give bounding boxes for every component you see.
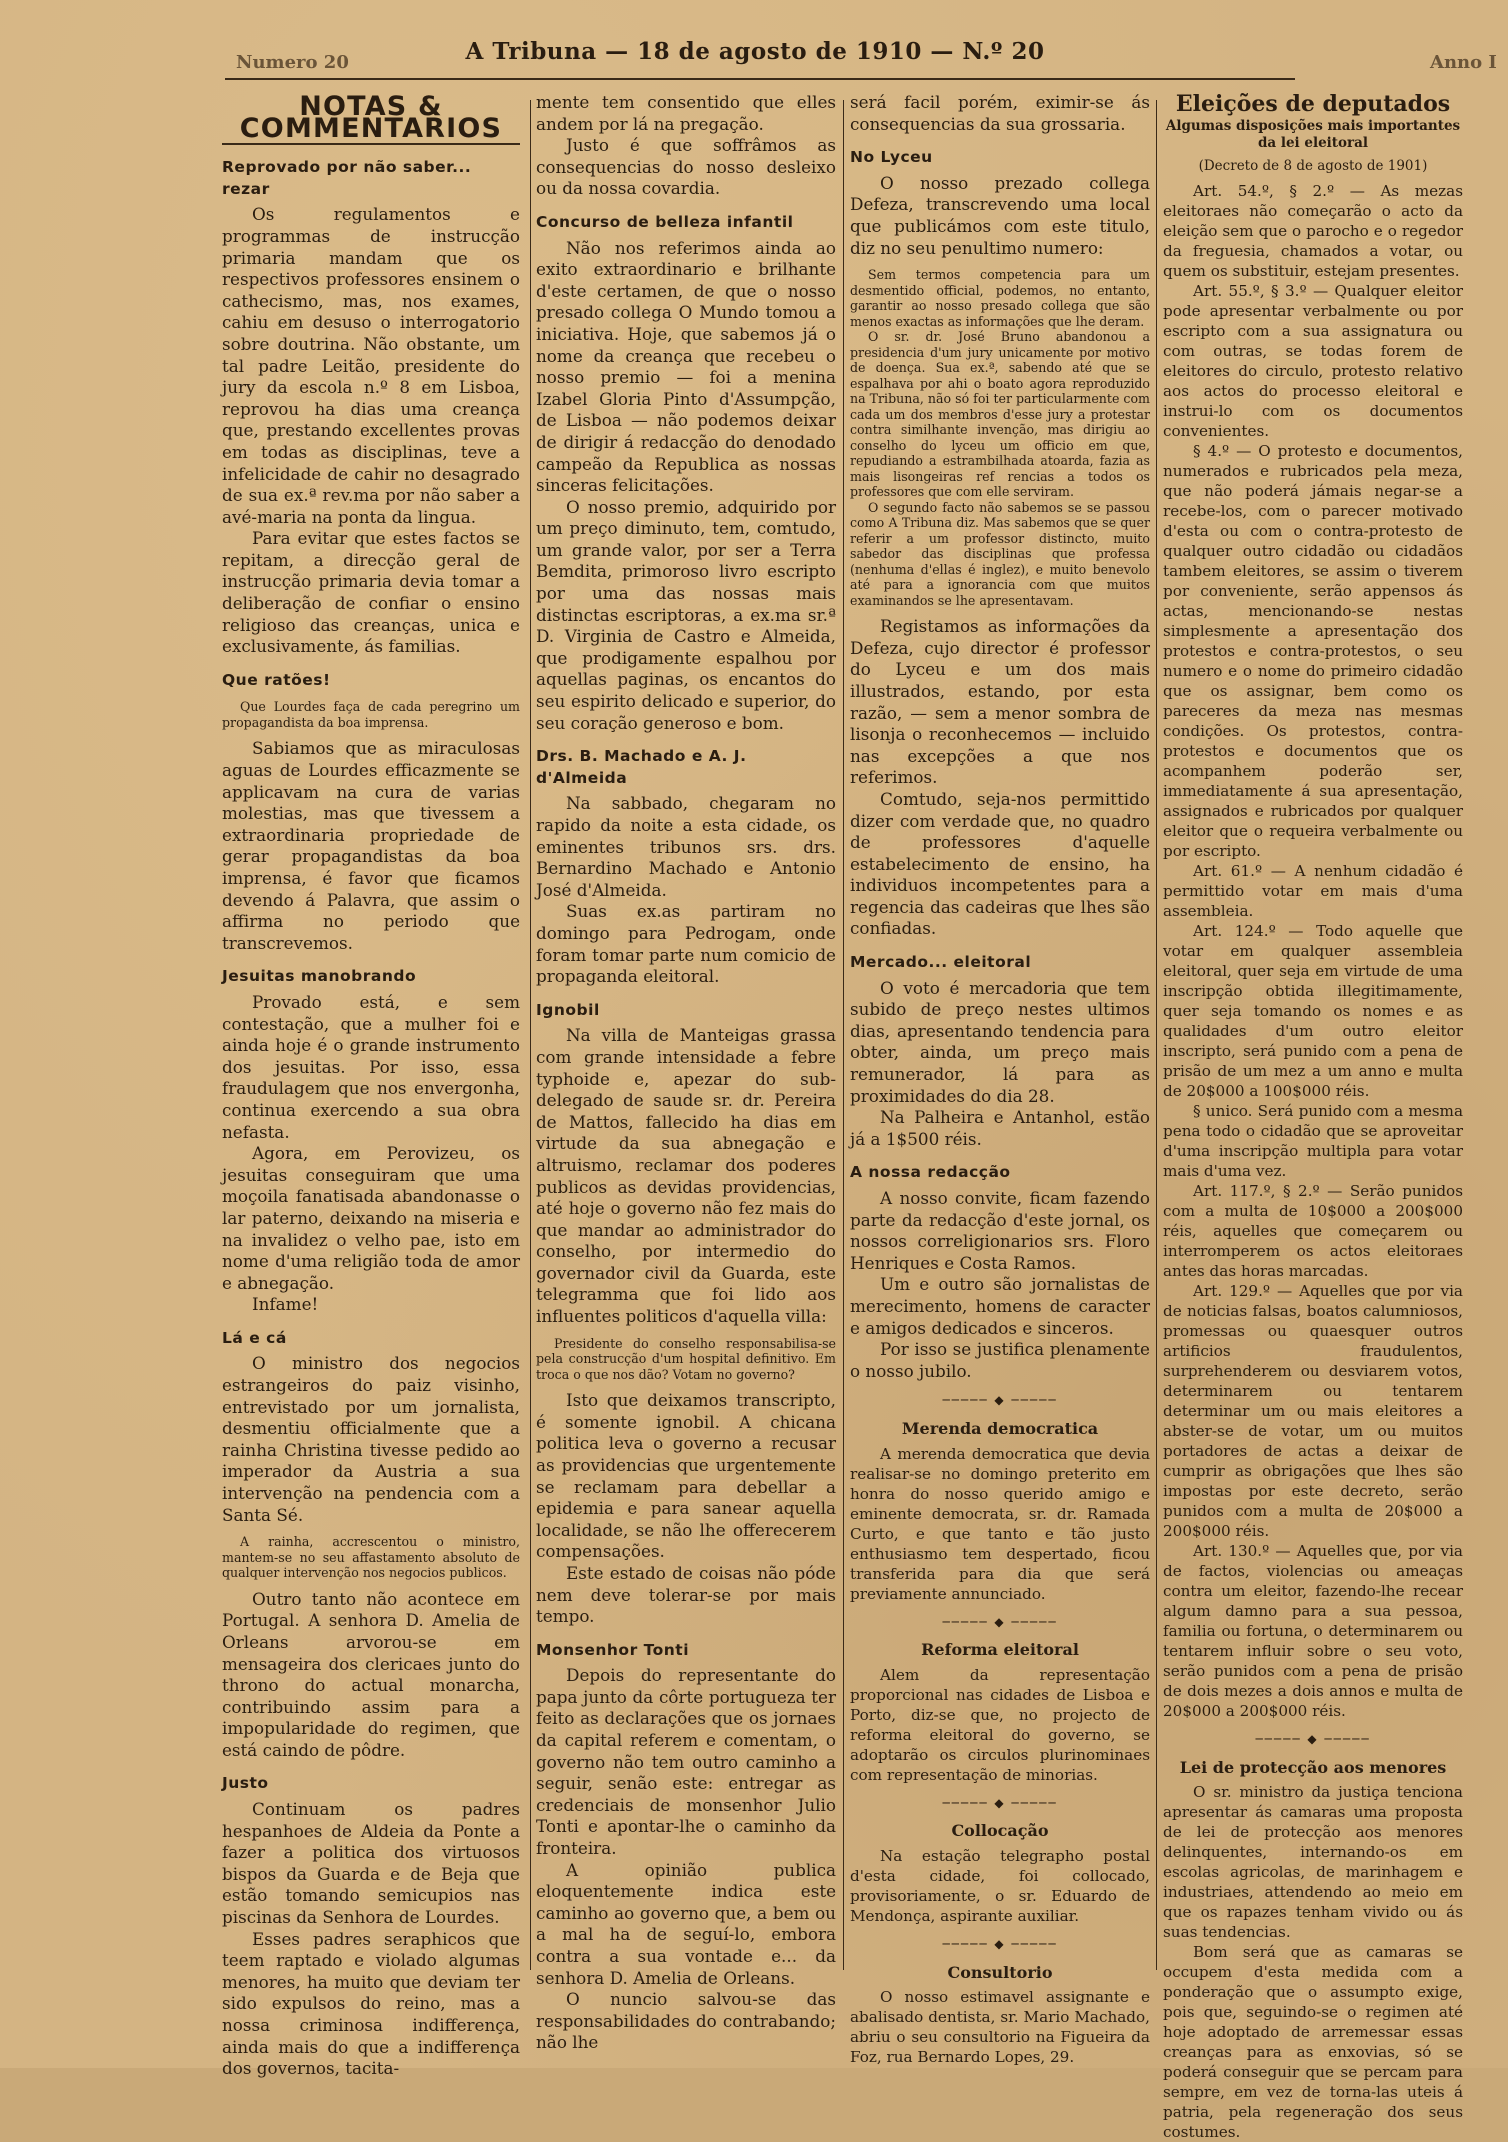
quote-text: O sr. dr. José Bruno abandonou a presidencia d'um jury unicamente por motivo de doença. Sua ex.ª, sabendo até que se espalhava por ahi o boato agora reproduzido na Tribuna, não só foi ter particularmente com cada um dos membros d'esse jury a protestar contra similhante invenção, mas dirigiu ao conselho do lyceu um officio em que, repudiando a estrambilhada atoarda, fazia as mais lisongeiras ref rencias a todos os professores que com elle serviram. (850, 329, 1150, 500)
column-4 (1163, 91, 1463, 2142)
paragraph: Justo é que soffrâmos as consequencias do nosso desleixo ou da nossa covardia. (536, 135, 836, 199)
article-heading: Mercado... eleitoral (850, 953, 1032, 972)
article-heading: Merenda democratica (901, 1418, 1099, 1438)
article-heading: Reforma eleitoral (921, 1640, 1079, 1660)
article-heading: Reprovado por não saber... rezar (222, 158, 472, 198)
paragraph: Sabiamos que as miraculosas aguas de Lourdes efficazmente se applicavam na cura de varias molestias, mas que tivessem a extraordinaria propriedade de gerar propagandistas da boa imprensa, é favor que ficamos devendo á Palavra, que assim o affirma no periodo que transcrevemos. (222, 738, 520, 953)
paragraph: Suas ex.as partiram no domingo para Pedrogam, onde foram tomar parte num comicio de propaganda eleitoral. (536, 901, 836, 987)
year-corner: Anno I (1430, 52, 1497, 73)
paragraph: A nosso convite, ficam fazendo parte da redacção d'este jornal, os nossos correligionarios srs. Floro Henriques e Costa Ramos. (850, 1188, 1150, 1273)
column-separator (1156, 100, 1157, 1970)
article-heading: Lei de protecção aos menores (1179, 1757, 1447, 1777)
paragraph: Infame! (252, 1294, 319, 1315)
article-heading: Monsenhor Tonti (536, 1640, 690, 1659)
quote-text: Que Lourdes faça de cada peregrino um propagandista da boa imprensa. (222, 699, 520, 730)
law-article: Art. 129.º — Aquelles que por via de noticias falsas, boatos calumniosos, promessas ou quaesquer outros artificios fraudulentos, surprehenderem ou desviarem votos, determinarem ou tentarem determinar um ou mais eleitores a abster-se de votar, um ou muitos portadores de actas a deixar de cumprir as obrigações que lhes são impostas por este decreto, serão punidos com a multa de 20$000 a 200$000 réis. (1163, 1282, 1463, 1541)
paragraph: Registamos as informações da Defeza, cujo director é professor do Lyceu e um dos mais illustrados, estando, por esta razão, — sem a menor sombra de lisonja o reconhecemos — incluido nas excepções a que nos referimos. (850, 616, 1150, 788)
column-separator (843, 100, 844, 1970)
law-article: Art. 130.º — Aquelles que, por via de factos, violencias ou ameaças contra um eleitor, fazendo-lhe recear algum damno para a sua pessoa, familia ou fortuna, o determinarem ou tentarem influir sobre o seu voto, serão punidos com a pena de prisão de dois mezes a dois annos e multa de 20$000 a 200$000 réis. (1163, 1542, 1463, 1721)
paragraph: A opinião publica eloquentemente indica este caminho ao governo que, a bem ou a mal ha de seguí-lo, embora contra a sua vontade e... da senhora D. Amelia de Orleans. (536, 1859, 836, 1988)
article-heading: Justo (222, 1774, 269, 1793)
paragraph: Na Palheira e Antanhol, estão já a 1$500 réis. (850, 1107, 1150, 1149)
section-subtitle: Algumas disposições mais importantes da lei eleitoral (1165, 117, 1461, 151)
column-2 (536, 92, 836, 2053)
issue-number-corner: Numero 20 (236, 52, 349, 73)
law-article: Art. 54.º, § 2.º — As mezas eleitoraes não começarão o acto da eleição sem que o parocho e o regedor da freguesia, chamados a votar, ou quem os substituir, estejam presentes. (1163, 182, 1463, 281)
law-article: § unico. Será punido com a mesma pena todo o cidadão que se aproveitar d'uma inscripção multipla para votar mais d'uma vez. (1163, 1102, 1463, 1181)
paragraph: O nosso premio, adquirido por um preço diminuto, tem, comtudo, um grande valor, por ser a Terra Bemdita, primoroso livro escripto por uma das nossas mais distinctas escriptoras, a ex.ma sr.ª D. Virginia de Castro e Almeida, que prodigamente espalhou por aquellas paginas, os encantos do seu espirito delicado e superior, do seu coração generoso e bom. (536, 496, 836, 733)
paragraph: Um e outro são jornalistas de merecimento, homens de caracter e amigos dedicados e sinceros. (850, 1274, 1150, 1338)
article-heading: Concurso de belleza infantil (536, 212, 794, 231)
article-heading: Collocação (951, 1821, 1049, 1841)
paragraph: Na villa de Manteigas grassa com grande intensidade a febre typhoide e, apezar do sub-delegado de saude sr. dr. Pereira de Mattos, fallecido ha dias em virtude da sua abnegação e altruismo, reclamar dos poderes publicos as devidas providencias, até hoje o governo não fez mais do que mandar ao administrador do conselho, por intermedio do governador civil da Guarda, este telegramma que foi lido aos influentes politicos d'aquella villa: (536, 1025, 836, 1327)
paragraph: Provado está, e sem contestação, que a mulher foi e ainda hoje é o grande instrumento dos jesuitas. Por isso, essa fraudulagem que nos envergonha, continua exercendo a sua obra nefasta. (222, 991, 520, 1142)
ornament-divider: ───── ◆ ───── (1255, 1732, 1371, 1747)
quote (850, 267, 1150, 608)
paragraph: O ministro dos negocios estrangeiros do paiz visinho, entrevistado por um jornalista, desmentiu officialmente que a rainha Christina tivesse pedido ao imperador da Austria a sua intervenção na pendencia com a Santa Sé. (222, 1353, 520, 1525)
paragraph: Este estado de coisas não póde nem deve tolerar-se por mais tempo. (536, 1562, 836, 1627)
section-title: NOTAS & COMMENTARIOS (239, 91, 503, 144)
quote-text: Presidente do conselho responsabilisa-se pela construcção d'um hospital definitivo. Em troca o que nos dão? Votam no governo? (536, 1335, 836, 1382)
paragraph: Na sabbado, chegaram no rapido da noite a esta cidade, os eminentes tribunos srs. drs. Bernardino Machado e Antonio José d'Almeida. (536, 793, 836, 900)
quote-text: Sem termos competencia para um desmentido official, podemos, no entanto, garantir ao nosso presado collega que são menos exactas as informações que lhe deram. (850, 267, 1150, 329)
column-separator (530, 100, 531, 1970)
paragraph: Não nos referimos ainda ao exito extraordinario e brilhante d'este certamen, de que o nosso presado collega O Mundo tomou a iniciativa. Hoje, que sabemos já o nome da creança que recebeu o nosso premio — foi a menina Izabel Gloria Pinto d'Assumpção, de Lisboa — não podemos deixar de dirigir á redacção do denodado campeão da Republica as nossas sinceras felicitações. (536, 237, 836, 496)
law-article: Art. 117.º, § 2.º — Serão punidos com a multa de 10$000 a 200$000 réis, aquelles que começarem ou interromperem os actos eleitoraes antes das horas marcadas. (1163, 1182, 1463, 1281)
law-article: § 4.º — O protesto e documentos, numerados e rubricados pela meza, que não poderá jámais negar-se a recebe-los, com o parecer motivado d'esta ou com o contra-protesto de qualquer outro cidadão ou cidadãos tambem eleitores, se assim o tiverem por conveniente, serão appensos ás actas, mencionando-se nestas simplesmente a apresentação dos protestos e contra-protestos, o seu numero e o nome do primeiro cidadão que os assignar, bem como os pareceres da meza nas mesmas condições. Os protestos, contra-protestos e documentos que os acompanhem poderão ser, immediatamente á sua apresentação, assignados e rubricados por qualquer eleitor que o requeira verbalmente ou por escripto. (1163, 442, 1463, 861)
paragraph: A merenda democratica que devia realisar-se no domingo preterito em honra do nosso querido amigo e eminente democrata, sr. dr. Ramada Curto, e que tanto e tão justo enthusiasmo tem despertado, ficou transferida para dia que será previamente annunciado. (850, 1444, 1150, 1603)
paragraph: Depois do representante do papa junto da côrte portugueza ter feito as declarações que os jornaes da capital referem e comentam, o governo não tem outro caminho a seguir, senão este: entregar as credenciais de monsenhor Julio Tonti e apontar-lhe o caminho da fronteira. (536, 1665, 836, 1859)
paragraph: Outro tanto não acontece em Portugal. A senhora D. Amelia de Orleans arvorou-se em mensageira dos clericaes junto do throno do actual monarcha, contribuindo assim para a impopularidade do regimen, que está caindo de pôdre. (222, 1588, 520, 1760)
paragraph: Alem da representação proporcional nas cidades de Lisboa e Porto, diz-se que, no projecto de reforma eleitoral do governo, se adoptarão os circulos plurinominaes com representação de minorias. (850, 1665, 1150, 1784)
masthead: A Tribuna — 18 de agosto de 1910 — N.º 20 (465, 38, 1045, 65)
paragraph: O sr. ministro da justiça tenciona apresentar ás camaras uma proposta de lei de protecção aos menores delinquentes, internando-os em escolas agricolas, de marinhagem e industriaes, attendendo ao meio em que os rapazes tenham vivido ou ás suas tendencias. (1163, 1783, 1463, 1942)
ornament-divider: ───── ◆ ───── (942, 1936, 1058, 1951)
column-1 (222, 91, 520, 2079)
law-article: Art. 124.º — Todo aquelle que votar em qualquer assembleia eleitoral, quer seja em virtude de uma inscripção obtida illegitimamente, quer seja tomando os nomes e as qualidades d'um outro eleitor inscripto, será punido com a pena de prisão de um mez a um anno e multa de 20$000 a 100$000 réis. (1163, 922, 1463, 1101)
section-title: Eleições de deputados (1175, 91, 1451, 117)
article-heading: A nossa redacção (850, 1163, 1011, 1182)
article-heading: No Lyceu (850, 148, 933, 167)
article-heading: Jesuitas manobrando (222, 967, 417, 986)
paragraph: Na estação telegrapho postal d'esta cidade, foi collocado, provisoriamente, o sr. Eduardo de Mendonça, aspirante auxiliar. (850, 1846, 1150, 1925)
quote (222, 1534, 520, 1581)
column-3 (850, 92, 1150, 2067)
paragraph: Agora, em Perovizeu, os jesuitas conseguiram que uma moçoila fanatisada abandonasse o lar paterno, deixando na miseria e na invalidez o velho pae, isto em nome d'uma religião toda de amor e abnegação. (222, 1143, 520, 1293)
paragraph: Para evitar que estes factos se repitam, a direcção geral de instrucção primaria devia tomar a deliberação de confiar o ensino religioso das creanças, unica e exclusivamente, ás familias. (222, 528, 520, 657)
ornament-divider: ───── ◆ ───── (942, 1614, 1058, 1629)
paragraph: Continuam os padres hespanhoes de Aldeia da Ponte a fazer a politica dos virtuosos bispos da Guarda e de Beja que estão tomando semicupios nas piscinas da Senhora de Lourdes. (222, 1799, 520, 1928)
paragraph: mente tem consentido que elles andem por lá na pregação. (536, 92, 836, 134)
paragraph: Por isso se justifica plenamente o nosso jubilo. (850, 1339, 1150, 1381)
law-article: Art. 61.º — A nenhum cidadão é permittido votar em mais d'uma assembleia. (1163, 862, 1463, 921)
masthead-rule (225, 78, 1295, 80)
paragraph: O nuncio salvou-se das responsabilidades do contrabando; não lhe (536, 1989, 836, 2053)
paragraph: O nosso prezado collega Defeza, transcrevendo uma local que publicámos com este titulo, diz no seu penultimo numero: (850, 172, 1150, 258)
paragraph: Isto que deixamos transcripto, é somente ignobil. A chicana politica leva o governo a recusar as providencias que urgentemente se reclamam para debellar a epidemia e para sanear aquella localidade, se não lhe offerecerem compensações. (536, 1390, 836, 1562)
ornament-divider: ───── ◆ ───── (942, 1393, 1058, 1408)
article-heading: Ignobil (536, 1000, 600, 1019)
decree-reference: (Decreto de 8 de agosto de 1901) (1198, 157, 1428, 174)
paragraph: Bom será que as camaras se occupem d'esta medida com a ponderação que o assumpto exige, pois que, seguindo-se o regimen até hoje adoptado de arremessar essas creanças para as enxovias, só se poderá conseguir que se percam para sempre, em vez de torna-las uteis á patria, pela regeneração dos seus costumes. (1163, 1943, 1463, 2142)
paragraph: Esses padres seraphicos que teem raptado e violado algumas menores, ha muito que deviam ter sido expulsos do reino, mas a nossa criminosa indifferença, ainda mais do que a indifferença dos governos, tacita- (222, 1928, 520, 2079)
article-heading: Consultorio (947, 1962, 1053, 1982)
article-heading: Que ratões! (222, 670, 331, 689)
paragraph: será facil porém, eximir-se ás consequencias da sua grossaria. (850, 92, 1150, 134)
quote (536, 1336, 836, 1383)
ornament-divider: ───── ◆ ───── (942, 1795, 1058, 1810)
paragraph: O nosso estimavel assignante e abalisado dentista, sr. Mario Machado, abriu o seu consultorio na Figueira da Foz, rua Bernardo Lopes, 29. (850, 1988, 1150, 2067)
quote (222, 699, 520, 730)
paragraph: Comtudo, seja-nos permittido dizer com verdade que, no quadro de professores d'aquelle estabelecimento de ensino, ha individuos incompetentes para a regencia das cadeiras que lhes são confiadas. (850, 788, 1150, 939)
article-heading: Drs. B. Machado e A. J. d'Almeida (536, 747, 747, 787)
quote-text: O segundo facto não sabemos se se passou como A Tribuna diz. Mas sabemos que se quer referir a um professor distincto, muito sabedor das disciplinas que professa (nenhuma d'ellas é inglez), e muito benevolo até para a ignorancia com que muitos examinandos se lhe apresentavam. (850, 499, 1150, 608)
paragraph: Os regulamentos e programmas de instrucção primaria mandam que os respectivos professores ensinem o cathecismo, mas, nos exames, cahiu em desuso o interrogatorio sobre doutrina. Não obstante, um tal padre Leitão, presidente do jury da escola n.º 8 em Lisboa, reprovou ha dias uma creança que, prestando excellentes provas em todas as disciplinas, teve a infelicidade de cahir no desagrado de sua ex.ª rev.ma por não saber a avé-maria na ponta da lingua. (222, 204, 520, 527)
article-heading: Lá e cá (222, 1328, 287, 1347)
paragraph: O voto é mercadoria que tem subido de preço nestes ultimos dias, apresentando tendencia para obter, ainda, um preço mais remunerador, lá para as proximidades do dia 28. (850, 977, 1150, 1106)
law-article: Art. 55.º, § 3.º — Qualquer eleitor pode apresentar verbalmente ou por escripto com a sua assignatura ou com outras, se todas forem de eleitores do circulo, protesto relativo aos actos do processo eleitoral e instrui-lo com os documentos convenientes. (1163, 282, 1463, 441)
quote-text: A rainha, accrescentou o ministro, mantem-se no seu affastamento absoluto de qualquer intervenção nos negocios publicos. (222, 1534, 520, 1581)
